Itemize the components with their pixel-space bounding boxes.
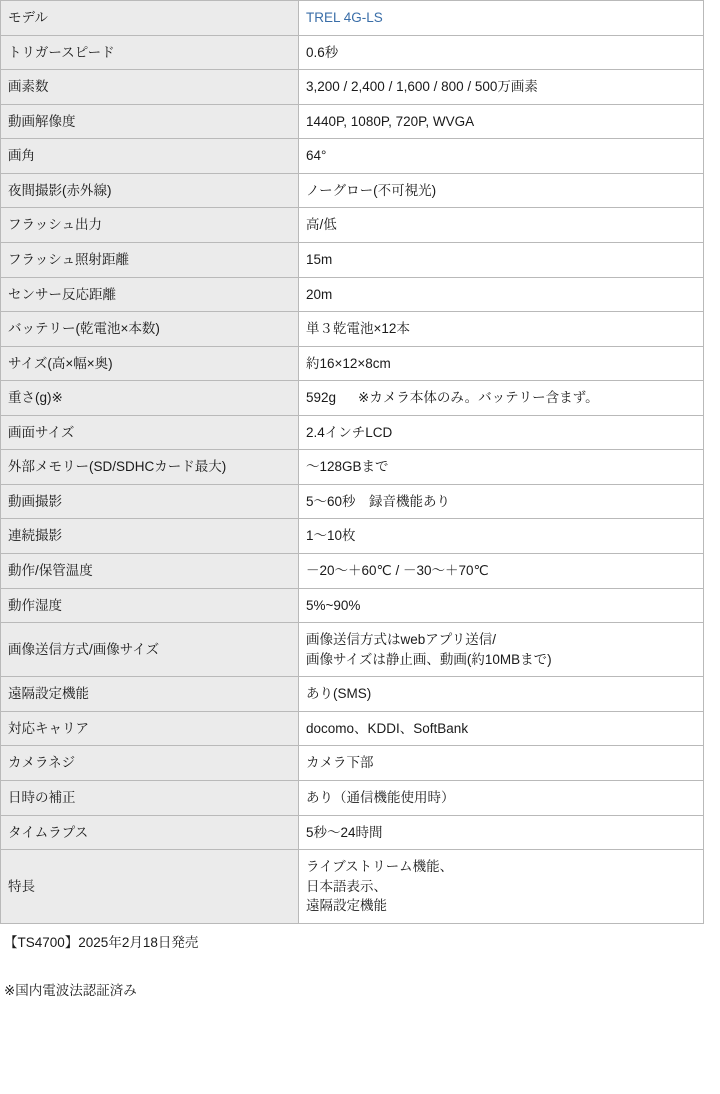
spec-value: 3,200 / 2,400 / 1,600 / 800 / 500万画素 (299, 70, 704, 105)
table-row (1, 381, 704, 416)
spec-label: センサー反応距離 (1, 277, 299, 312)
spec-value: 〜128GBまで (299, 450, 704, 485)
spec-value: 64° (299, 139, 704, 174)
weight-note: ※カメラ本体のみ。バッテリー含まず。 (358, 390, 599, 406)
table-row (1, 746, 704, 781)
spec-value (299, 1, 704, 36)
table-row (1, 139, 704, 174)
spec-label: 外部メモリー(SD/SDHCカード最大) (1, 450, 299, 485)
spec-value-line: ライブストリーム機能、 (306, 859, 454, 875)
table-row (1, 588, 704, 623)
table-row (1, 415, 704, 450)
table-row (1, 677, 704, 712)
spec-value (299, 623, 704, 677)
spec-value (299, 850, 704, 924)
spec-label: カメラネジ (1, 746, 299, 781)
spec-label: 日時の補正 (1, 780, 299, 815)
table-row (1, 70, 704, 105)
table-row (1, 208, 704, 243)
spec-value-line: 遠隔設定機能 (306, 898, 387, 914)
spec-value: 約16×12×8cm (299, 346, 704, 381)
spec-label: 夜間撮影(赤外線) (1, 173, 299, 208)
spec-value: －20〜＋60℃ / －30〜＋70℃ (299, 554, 704, 589)
table-row (1, 312, 704, 347)
spec-value: あり(SMS) (299, 677, 704, 712)
spec-value: 5〜60秒 録音機能あり (299, 484, 704, 519)
spec-value: 単３乾電池×12本 (299, 312, 704, 347)
spec-value: 15m (299, 242, 704, 277)
certification-note: ※国内電波法認証済み (4, 983, 137, 998)
table-row (1, 623, 704, 677)
spec-label: 画面サイズ (1, 415, 299, 450)
spec-label: フラッシュ照射距離 (1, 242, 299, 277)
spec-label: 動作/保管温度 (1, 554, 299, 589)
table-row (1, 711, 704, 746)
table-row (1, 277, 704, 312)
spec-label: 画角 (1, 139, 299, 174)
spec-value-line: 画像送信方式はwebアプリ送信/ (306, 632, 496, 648)
spec-label: モデル (1, 1, 299, 36)
spec-value: あり（通信機能使用時） (299, 780, 704, 815)
spec-value: 1〜10枚 (299, 519, 704, 554)
table-row (1, 554, 704, 589)
spec-label: 遠隔設定機能 (1, 677, 299, 712)
table-row (1, 780, 704, 815)
spec-value: 0.6秒 (299, 35, 704, 70)
spec-value: 5秒〜24時間 (299, 815, 704, 850)
spec-table-body (1, 1, 704, 924)
model-link[interactable]: TREL 4G-LS (306, 10, 383, 25)
table-row (1, 850, 704, 924)
spec-label: 重さ(g)※ (1, 381, 299, 416)
table-row (1, 104, 704, 139)
spec-label: タイムラプス (1, 815, 299, 850)
spec-label: サイズ(高×幅×奥) (1, 346, 299, 381)
spec-label: 連続撮影 (1, 519, 299, 554)
table-row (1, 450, 704, 485)
spec-label: 動作湿度 (1, 588, 299, 623)
spec-value: ノーグロー(不可視光) (299, 173, 704, 208)
spec-value: 20m (299, 277, 704, 312)
spec-label: 動画撮影 (1, 484, 299, 519)
table-row (1, 242, 704, 277)
table-row (1, 173, 704, 208)
spec-value-line: 日本語表示、 (306, 878, 387, 894)
spec-value (299, 381, 704, 416)
spec-label: 画像送信方式/画像サイズ (1, 623, 299, 677)
table-row (1, 519, 704, 554)
spec-value: docomo、KDDI、SoftBank (299, 711, 704, 746)
spec-label: 動画解像度 (1, 104, 299, 139)
table-row (1, 1, 704, 36)
spec-label: 特長 (1, 850, 299, 924)
spec-label: バッテリー(乾電池×本数) (1, 312, 299, 347)
spec-value: カメラ下部 (299, 746, 704, 781)
weight-value: 592g (306, 390, 337, 406)
spec-value: 1440P, 1080P, 720P, WVGA (299, 104, 704, 139)
spec-value: 高/低 (299, 208, 704, 243)
footer-notes (0, 924, 720, 1006)
spec-label: フラッシュ出力 (1, 208, 299, 243)
spec-value: 2.4インチLCD (299, 415, 704, 450)
spec-label: 画素数 (1, 70, 299, 105)
spec-value-line: 画像サイズは静止画、動画(約10MBまで) (306, 651, 552, 667)
table-row (1, 815, 704, 850)
spec-label: 対応キャリア (1, 711, 299, 746)
release-date-note: 【TS4700】2025年2月18日発売 (4, 934, 199, 950)
table-row (1, 35, 704, 70)
spec-label: トリガースピード (1, 35, 299, 70)
table-row (1, 484, 704, 519)
table-row (1, 346, 704, 381)
spec-value: 5%~90% (299, 588, 704, 623)
